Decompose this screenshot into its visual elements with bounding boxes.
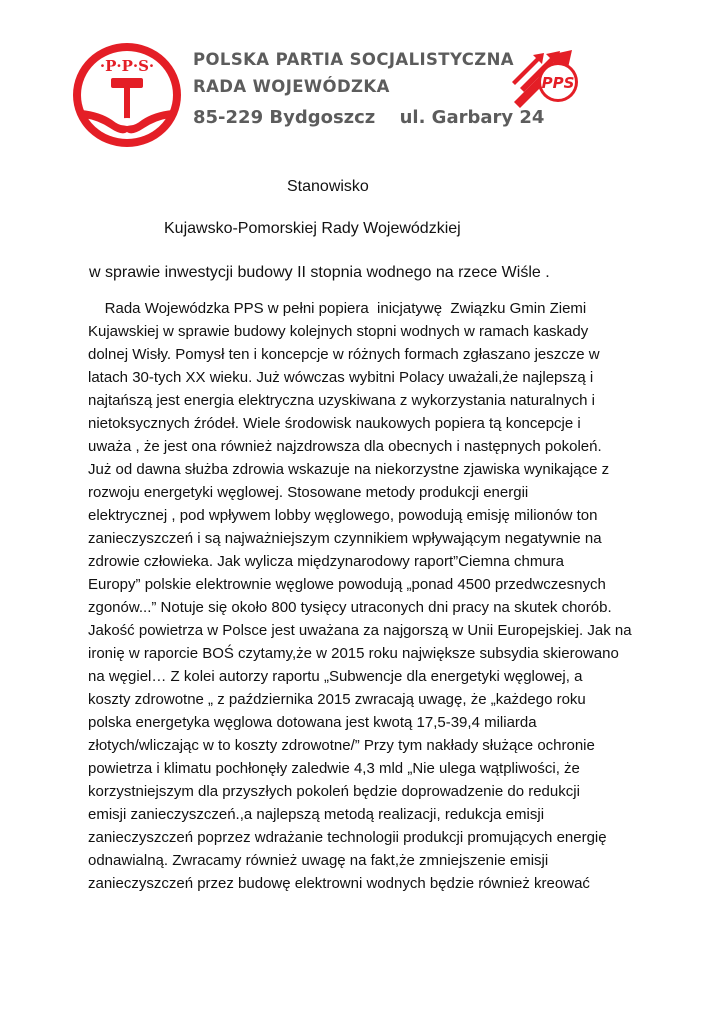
body-line: zanieczyszczeń i są najważniejszym czynnikiem wpływającym negatywnie na [88, 530, 602, 547]
council-name: RADA WOJEWÓDZKA [193, 77, 390, 96]
body-line: latach 30-tych XX wieku. Już wówczas wybitni Polacy uważali,że najlepszą i [88, 369, 594, 386]
body-line: zdrowie człowieka. Jak wylicza międzynarodowy raport”Ciemna chmura [88, 553, 565, 570]
logo-left-text: ·P·P·S· [99, 57, 155, 75]
body-line: zanieczyszczeń przez budowę elektrowni wodnych będzie również kreować [88, 875, 590, 892]
body-line: dolnej Wisły. Pomysł ten i koncepcje w różnych formach zgłaszano jeszcze w [88, 346, 600, 363]
body-paragraph [88, 297, 632, 895]
address [193, 107, 545, 129]
body-line: Rada Wojewódzka PPS w pełni popiera inicjatywę Związku Gmin Ziemi [88, 300, 587, 317]
body-line: elektrycznej , pod wpływem lobby węglowego, powodują emisję milionów ton [88, 507, 598, 524]
body-line: nietoksycznych źródeł. Wiele środowisk naukowych popiera tą koncepcje i [88, 415, 581, 432]
logo-right-text: PPS [541, 74, 575, 92]
street-address: ul. Garbary 24 [399, 107, 545, 128]
body-line: zanieczyszczeń poprzez wdrażanie technologii produkcji promujących energię [88, 829, 607, 846]
body-line: odnawialną. Zwracamy również uwagę na fakt,że zmniejszenie emisji [88, 852, 549, 869]
title-line-3: w sprawie inwestycji budowy II stopnia wodnego na rzece Wiśle . [89, 264, 550, 281]
body-line: na węgiel… Z kolei autorzy raportu „Subwencje dla energetyki węglowej, a [88, 668, 583, 685]
body-line: zgonów...” Notuje się około 800 tysięcy utraconych dni pracy na skutek chorób. [88, 599, 612, 616]
body-line: Europy” polskie elektrownie węglowe powodują „ponad 4500 przedwczesnych [88, 576, 606, 593]
body-line: ironię w raporcie BOŚ czytamy,że w 2015 roku największe subsydia skierowano [88, 645, 619, 662]
title-line-1: Stanowisko [287, 178, 369, 195]
postal-city: 85-229 Bydgoszcz [193, 107, 376, 128]
body-line: Już od dawna służba zdrowia wskazuje na niekorzystne zjawiska wynikające z [88, 461, 610, 478]
pps-circle-logo [70, 40, 185, 150]
body-line: emisji zanieczyszczeń.,a najlepszą metodą realizacji, redukcja emisji [88, 806, 545, 823]
body-line: najtańszą jest energia elektryczna uzyskiwana z wykorzystania naturalnych i [88, 392, 595, 409]
body-line: Jakość powietrza w Polsce jest uważana za najgorszą w Unii Europejskiej. Jak na [88, 622, 632, 639]
body-line: korzystniejszym dla przyszłych pokoleń będzie doprowadzenie do redukcji [88, 783, 580, 800]
body-line: rozwoju energetyki węglowej. Stosowane metody produkcji energii [88, 484, 529, 501]
body-line: polska energetyka węglowa dotowana jest kwotą 17,5-39,4 miliarda [88, 714, 537, 731]
letterhead [0, 0, 724, 150]
org-name: POLSKA PARTIA SOCJALISTYCZNA [193, 50, 514, 69]
body-line: koszty zdrowotne „ z października 2015 zwracają uwagę, że „każdego roku [88, 691, 586, 708]
body-line: uważa , że jest ona również najzdrowsza dla obecnych i następnych pokoleń. [88, 438, 602, 455]
pps-arrows-logo [510, 48, 582, 110]
body-line: powietrza i klimatu pochłonęły zaledwie 4,3 mld „Nie ulega wątpliwości, że [88, 760, 580, 777]
title-line-2: Kujawsko-Pomorskiej Rady Wojewódzkiej [164, 220, 461, 237]
organization-header [193, 50, 545, 129]
body-line: złotych/wliczając w to koszty zdrowotne/” Przy tym nakłady służące ochronie [88, 737, 595, 754]
body-line: Kujawskiej w sprawie budowy kolejnych stopni wodnych w ramach kaskady [88, 323, 589, 340]
